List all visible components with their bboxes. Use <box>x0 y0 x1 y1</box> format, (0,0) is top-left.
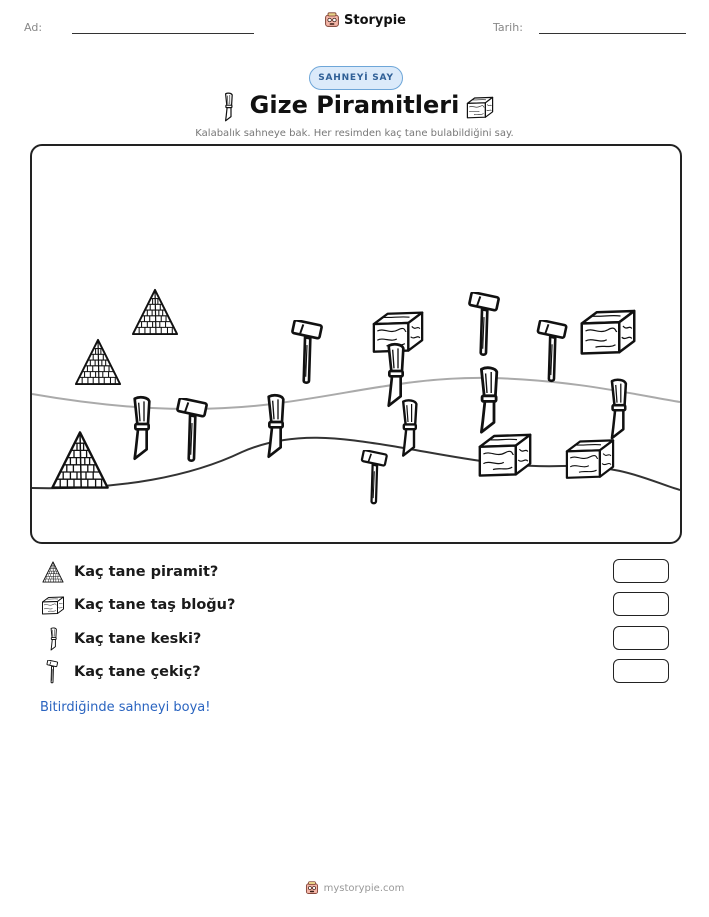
hammer-icon <box>40 660 66 684</box>
hammer[interactable] <box>469 292 499 355</box>
chisel[interactable] <box>135 397 150 458</box>
stone-block[interactable] <box>567 440 613 477</box>
brand-name: Storypie <box>344 12 406 28</box>
sand-dune-line-back <box>32 378 680 409</box>
coloring-instruction: Bitirdiğinde sahneyi boya! <box>40 700 211 715</box>
footer <box>0 881 709 895</box>
answer-box-chisels[interactable] <box>613 626 669 650</box>
pyramid[interactable] <box>52 432 107 487</box>
storypie-mascot-icon <box>305 881 319 895</box>
question-text: Kaç tane taş bloğu? <box>74 597 236 613</box>
hammer[interactable] <box>292 320 322 383</box>
stone-block[interactable] <box>480 435 530 476</box>
pyramid-icon <box>40 561 66 583</box>
chisel[interactable] <box>612 380 626 438</box>
question-chisels <box>40 626 201 652</box>
question-text: Kaç tane çekiç? <box>74 664 201 680</box>
hammer[interactable] <box>177 398 207 461</box>
stone-block-icon <box>464 95 496 119</box>
answer-box-pyramids[interactable] <box>613 559 669 583</box>
storypie-mascot-icon <box>324 12 340 28</box>
pyramid[interactable] <box>133 290 177 334</box>
instructions: Kalabalık sahneye bak. Her resimden kaç tane bulabildiğini say. <box>195 128 514 139</box>
activity-badge: SAHNEYİ SAY <box>309 66 403 90</box>
date-label: Tarih: <box>493 21 523 34</box>
chisel[interactable] <box>403 400 416 455</box>
question-stone-blocks <box>40 592 235 618</box>
chisel[interactable] <box>389 344 404 405</box>
answer-box-hammers[interactable] <box>613 659 669 683</box>
hammer[interactable] <box>362 450 387 503</box>
storypie-logo <box>324 12 406 28</box>
hammer[interactable] <box>538 320 567 381</box>
question-text: Kaç tane piramit? <box>74 564 219 580</box>
date-input-line[interactable] <box>539 33 686 34</box>
question-text: Kaç tane keski? <box>74 631 202 647</box>
name-label: Ad: <box>24 21 43 34</box>
chisel[interactable] <box>481 368 496 432</box>
chisel[interactable] <box>269 395 284 456</box>
question-pyramids <box>40 559 218 585</box>
pyramid[interactable] <box>76 340 120 384</box>
question-hammers <box>40 659 201 685</box>
chisel-icon <box>40 627 66 651</box>
counting-scene <box>30 144 682 544</box>
name-input-line[interactable] <box>72 33 254 34</box>
stone-block-icon <box>40 595 66 615</box>
footer-url: mystorypie.com <box>323 882 405 894</box>
stone-block[interactable] <box>582 311 635 354</box>
answer-box-stone-blocks[interactable] <box>613 592 669 616</box>
page-title: Gize Piramitleri <box>249 91 460 119</box>
